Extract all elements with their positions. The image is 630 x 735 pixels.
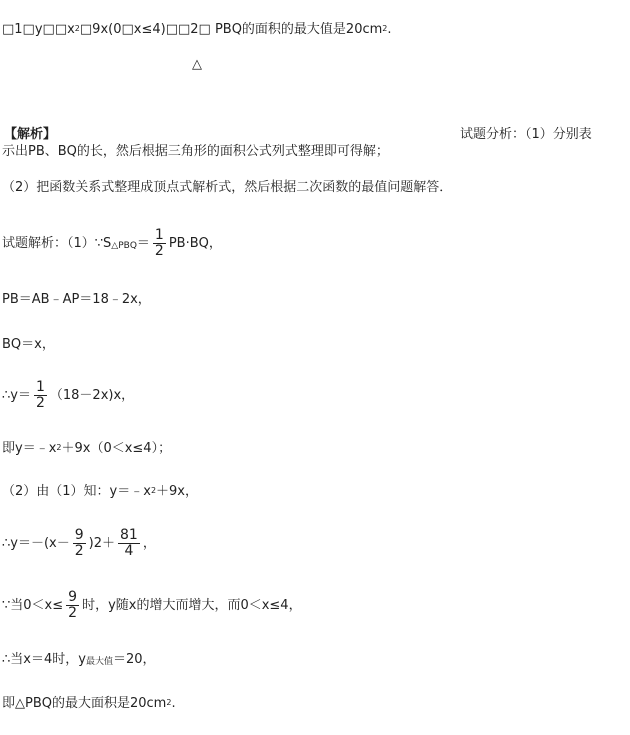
monotonic-condition: ∵当0＜x≤ $\frac{9}{2}$ 时，y随x的增大而增大，而0＜x≤4， xyxy=(2,589,302,621)
y-expression: ∴y＝ $\frac{1}{2}$ （18－2x)x， xyxy=(2,379,135,411)
answer-part2: □9x(0□x≤4)□□2□ PBQ的面积的最大值是20cm xyxy=(79,22,383,37)
answer-exp1: 2 xyxy=(74,24,80,33)
analysis-continued: 示出PB、BQ的长，然后根据三角形的面积公式列式整理即可得解； xyxy=(2,144,389,159)
part2-expression: （2）由（1）知：$y=﹣x^2+9x$， xyxy=(2,484,198,499)
answer-part1: □1□y□□x xyxy=(2,22,75,37)
fraction-half-2: $\frac{1}{2}$ xyxy=(35,379,45,411)
function-expression: 即$y=﹣x^2+9x(0<x\le 4)$； xyxy=(2,441,172,456)
max-value-line: ∴当x＝4时，y最大值＝20， xyxy=(2,652,156,667)
final-answer: 即△PBQ的最大面积是$20cm^2$. xyxy=(2,696,176,711)
analysis-lead: 试题分析：（1）分别表 xyxy=(460,127,592,142)
answer-exp2: 2 xyxy=(382,24,388,33)
subscript-max: 最大值 xyxy=(85,657,113,667)
vertex-form: ∴y＝－(x－ $\frac{9}{2}$ )2＋ $\frac{81}{4}$ ， xyxy=(2,527,156,559)
fraction-nine-halves-2: $\frac{9}{2}$ xyxy=(68,589,78,621)
solution-line1: 试题解析：（1）∵S△PBQ＝ $\frac{1}{2}$ PB·BQ， xyxy=(2,227,222,259)
jiexi-label: 【解析】 xyxy=(4,127,57,142)
bq-equation: BQ＝x， xyxy=(2,337,55,352)
fraction-nine-halves: $\frac{9}{2}$ xyxy=(74,527,84,559)
pb-equation: PB＝AB﹣AP＝18﹣2x， xyxy=(2,292,151,307)
fraction-half: $\frac{1}{2}$ xyxy=(154,227,164,259)
answer-line xyxy=(2,22,392,39)
fraction-81-quarters: $\frac{81}{4}$ xyxy=(120,527,138,559)
answer-end: . xyxy=(387,22,392,37)
triangle-mark: △ xyxy=(192,57,202,72)
analysis-step2: （2）把函数关系式整理成顶点式解析式，然后根据二次函数的最值问题解答． xyxy=(2,180,453,195)
subscript-pbq: △PBQ xyxy=(111,241,137,251)
